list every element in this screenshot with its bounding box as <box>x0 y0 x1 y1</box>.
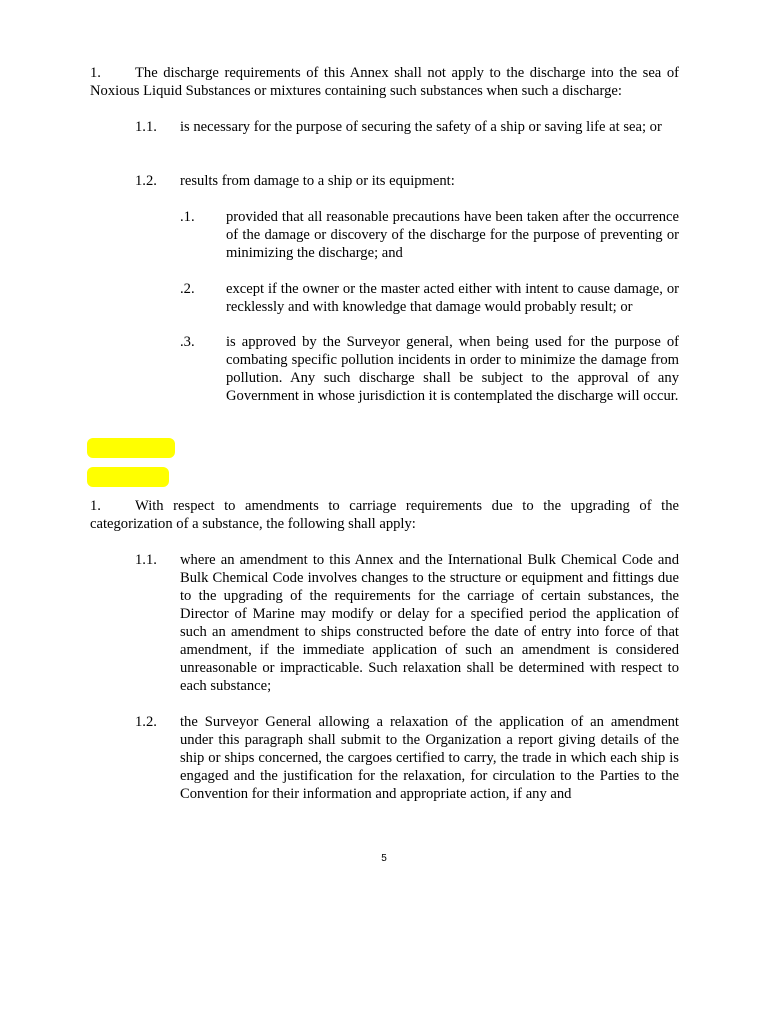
subitem-text-2: except if the owner or the master acted either with intent to cause damage, or recklessly and with knowledge that damage would probably result; or <box>226 281 679 315</box>
highlight-mark-2 <box>87 467 169 487</box>
item-text-b-1-2: the Surveyor General allowing a relaxation of the application of an amendment under this paragraph shall submit to the Organization a report giving details of the ship or ships concerned, the cargoes certified to carry, the trade in which each ship is engaged and the justification for the relaxation, for circulation to the Parties to the Convention for their information and appropriate action, if any and <box>180 714 679 802</box>
item-number-1-1: 1.1. <box>135 119 157 135</box>
paragraph-1-discharge <box>90 64 679 100</box>
paragraph-text: The discharge requirements of this Annex shall not apply to the discharge into the sea of Noxious Liquid Substances or mixtures containing such substances when such a discharge: <box>90 65 679 99</box>
item-text-1-2: results from damage to a ship or its equipment: <box>180 173 455 189</box>
paragraph-1-amendments <box>90 497 679 533</box>
subitem-text-3: is approved by the Surveyor general, when being used for the purpose of combating specific pollution incidents in order to minimize the damage from pollution. Any such discharge shall be subject to the approval of any Government in whose jurisdiction it is contemplated the discharge will occur. <box>226 334 679 404</box>
page-number: 5 <box>381 853 387 864</box>
subitem-text-1: provided that all reasonable precautions have been taken after the occurrence of the damage or discovery of the discharge for the purpose of preventing or minimizing the discharge; and <box>226 209 679 261</box>
subitem-number-2: .2. <box>180 281 195 297</box>
paragraph-text: With respect to amendments to carriage requirements due to the upgrading of the categorization of a substance, the following shall apply: <box>90 498 679 532</box>
item-text-1-1: is necessary for the purpose of securing the safety of a ship or saving life at sea; or <box>180 119 662 135</box>
paragraph-number: 1. <box>90 498 101 514</box>
item-text-b-1-1: where an amendment to this Annex and the International Bulk Chemical Code and Bulk Chemical Code involves changes to the structure or equipment and fittings due to the upgrading of the requirements for the carriage of certain substances, the Director of Marine may modify or delay for a specified period the application of such an amendment to ships constructed before the date of entry into force of that amendment, if the immediate application of such an amendment is considered unreasonable or impracticable. Such relaxation shall be determined with respect to each substance; <box>180 552 679 694</box>
highlight-mark-1 <box>87 438 175 458</box>
item-number-b-1-2: 1.2. <box>135 714 157 730</box>
subitem-number-3: .3. <box>180 334 195 350</box>
subitem-number-1: .1. <box>180 209 195 225</box>
paragraph-number: 1. <box>90 65 101 81</box>
item-number-1-2: 1.2. <box>135 173 157 189</box>
item-number-b-1-1: 1.1. <box>135 552 157 568</box>
